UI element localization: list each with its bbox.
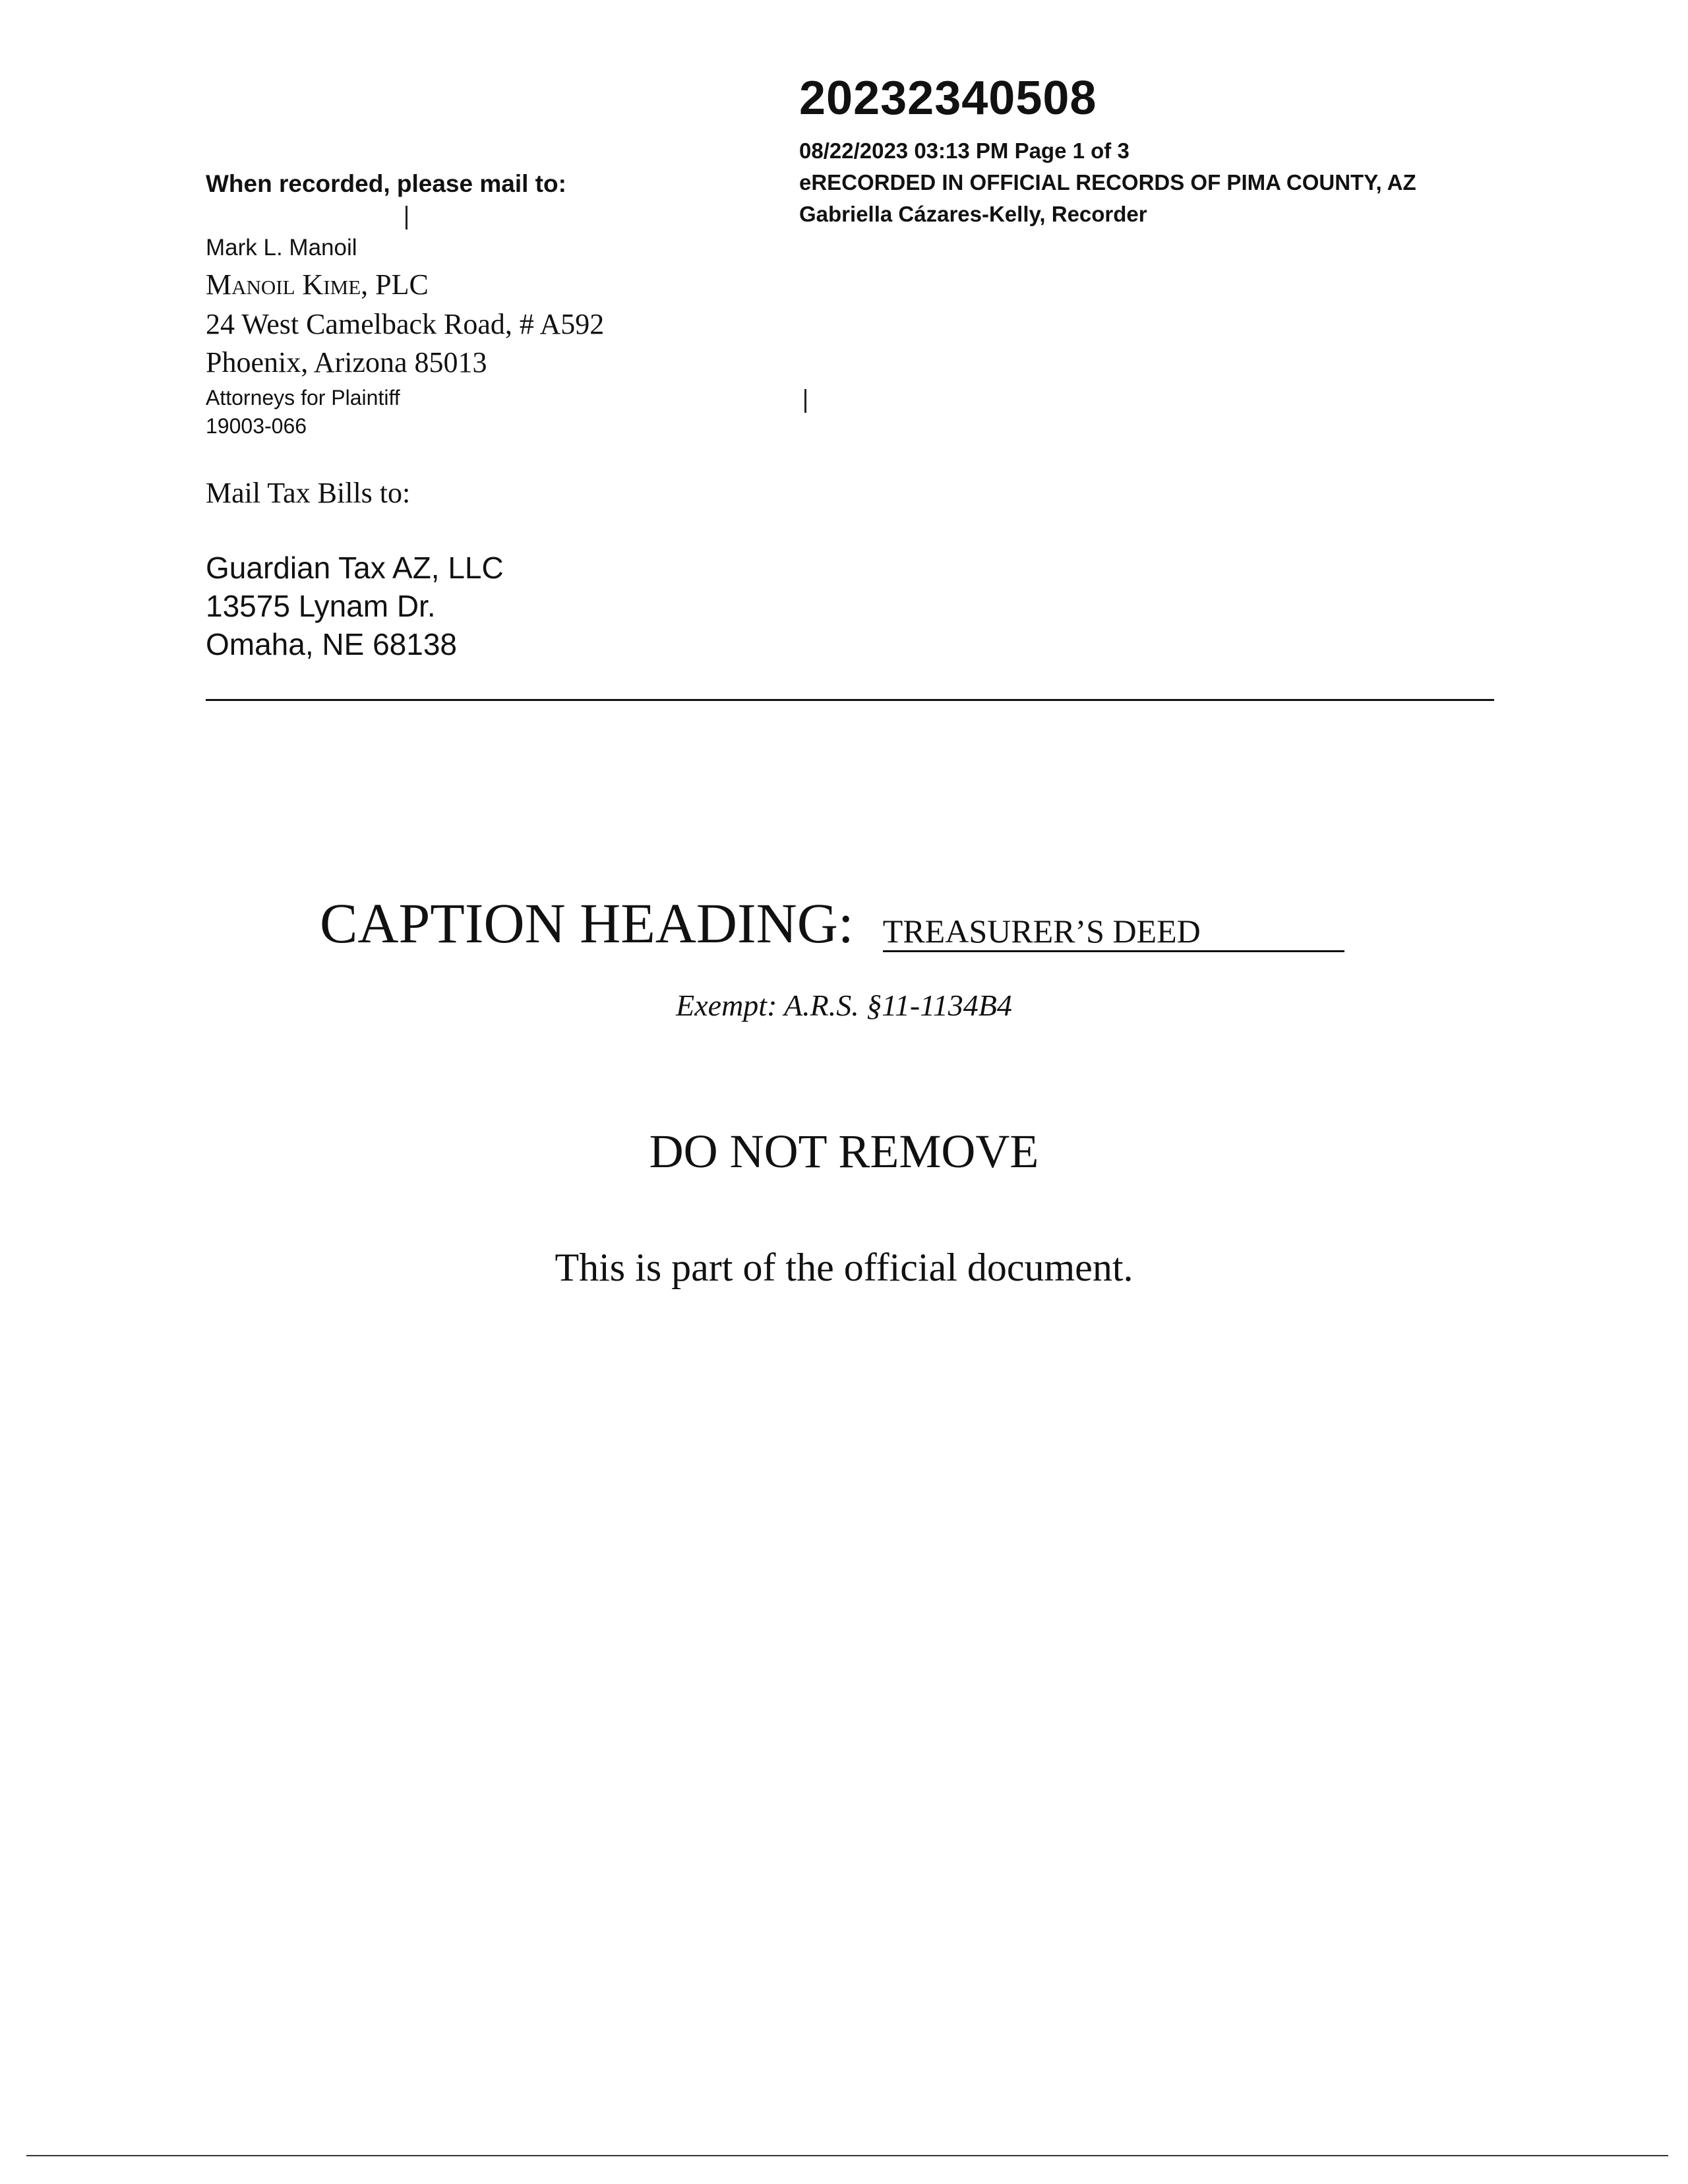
recording-datetime-page: 08/22/2023 03:13 PM Page 1 of 3: [799, 138, 1130, 163]
caption-label: CAPTION HEADING:: [320, 892, 854, 955]
notice-text: This is part of the official document.: [555, 1246, 1133, 1289]
exempt-citation: Exempt: A.R.S. §11-1134B4: [676, 988, 1012, 1022]
page-bottom-rule: [26, 2155, 1668, 2156]
tax-bills-address-line2: Omaha, NE 68138: [206, 627, 458, 661]
firm-address-line1: 24 West Camelback Road, # A592: [206, 308, 605, 340]
recording-number: 20232340508: [799, 72, 1097, 125]
tax-bills-address-line1: 13575 Lynam Dr.: [206, 589, 436, 623]
tax-bills-name: Guardian Tax AZ, LLC: [206, 551, 504, 585]
caption-value: TREASURER’S DEED: [883, 912, 1344, 952]
mail-to-heading: When recorded, please mail to:: [206, 170, 566, 197]
notice-title: DO NOT REMOVE: [649, 1125, 1039, 1178]
tax-bills-heading: Mail Tax Bills to:: [206, 477, 411, 509]
scan-mark: [804, 389, 806, 413]
firm-name: Manoil Kime, PLC: [206, 268, 429, 301]
header-divider: [206, 699, 1494, 701]
firm-address-line2: Phoenix, Arizona 85013: [206, 346, 487, 379]
recording-office: eRECORDED IN OFFICIAL RECORDS OF PIMA COUNTY, AZ: [799, 170, 1416, 195]
firm-role: Attorneys for Plaintiff: [206, 386, 400, 410]
scan-mark: [406, 206, 407, 229]
recording-recorder: Gabriella Cázares-Kelly, Recorder: [799, 202, 1147, 226]
attorney-name: Mark L. Manoil: [206, 235, 357, 260]
caption-heading: [320, 890, 1344, 956]
firm-reference: 19003-066: [206, 414, 307, 438]
